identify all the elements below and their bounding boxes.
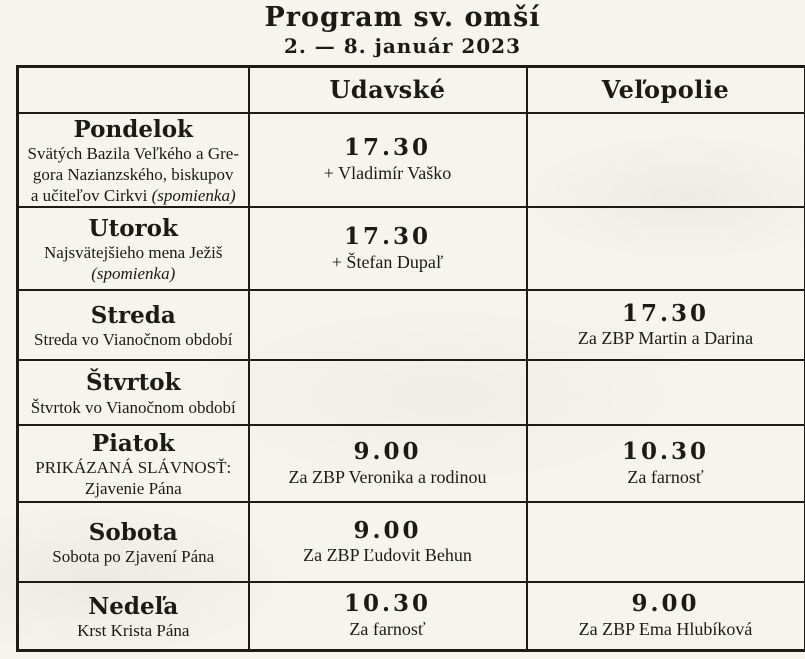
day-cell-nedela (18, 582, 249, 650)
day-name: Pondelok (73, 115, 193, 143)
day-cell-sobota (18, 502, 249, 582)
mass-schedule-table (16, 65, 805, 652)
mass-intention: Za ZBP Martin a Darina (577, 328, 754, 349)
day-name: Štvrtok (85, 369, 181, 397)
mass-time: 9.00 (353, 438, 422, 466)
table-row-piatok (18, 425, 805, 502)
day-name: Piatok (91, 429, 175, 457)
header-udavske: Udavské (249, 67, 527, 113)
day-name: Nedeľa (88, 592, 179, 620)
table-row-streda (18, 290, 805, 360)
desc-note: (spomienka) (91, 264, 176, 284)
day-name: Streda (90, 301, 176, 329)
table-header-row (18, 67, 805, 113)
mass-time: 10.30 (343, 590, 432, 618)
desc-line: a učiteľov Cirkvi (30, 186, 148, 206)
desc-line: Sobota po Zjavení Pána (52, 547, 215, 567)
day-name: Utorok (88, 214, 178, 242)
mass-cell-velopolie (527, 207, 805, 290)
table-row-utorok (18, 207, 805, 290)
desc-line: Krst Krista Pána (77, 621, 190, 641)
mass-cell-udavske (249, 502, 527, 582)
day-description (19, 242, 248, 284)
day-description (19, 329, 248, 350)
day-description (19, 546, 248, 567)
mass-cell-udavske (249, 290, 527, 360)
mass-cell-velopolie (527, 290, 805, 360)
desc-line: gora Nazianzského, biskupov (32, 165, 234, 185)
day-description (19, 457, 248, 499)
mass-cell-udavske (249, 582, 527, 650)
day-cell-stvrtok (18, 360, 249, 425)
mass-cell-velopolie (527, 360, 805, 425)
table-row-stvrtok (18, 360, 805, 425)
mass-time: 17.30 (621, 299, 710, 327)
mass-cell-udavske (249, 113, 527, 208)
mass-intention: Za farnosť (627, 466, 704, 487)
mass-intention: + Vladimír Vaško (323, 162, 452, 183)
mass-cell-udavske (249, 425, 527, 502)
mass-intention: Za farnosť (349, 619, 426, 640)
mass-intention: Za ZBP Ema Hlubíková (578, 619, 753, 640)
day-cell-pondelok (18, 113, 249, 208)
mass-cell-udavske (249, 360, 527, 425)
mass-cell-velopolie (527, 582, 805, 650)
desc-line: Zjavenie Pána (84, 479, 182, 499)
mass-cell-velopolie (527, 425, 805, 502)
table-row-nedela (18, 582, 805, 650)
page-title: Program sv. omší (264, 2, 541, 33)
mass-intention: + Štefan Dupaľ (331, 251, 444, 272)
desc-line: Svätých Bazila Veľkého a Gre- (27, 143, 239, 163)
desc-line: Štvrtok vo Vianočnom období (30, 397, 236, 417)
mass-cell-velopolie (527, 502, 805, 582)
mass-time: 10.30 (621, 438, 710, 466)
desc-line: Streda vo Vianočnom období (34, 330, 233, 350)
mass-intention: Za ZBP Veronika a rodinou (288, 466, 487, 487)
mass-cell-velopolie (527, 113, 805, 208)
desc-note: (spomienka) (151, 186, 236, 206)
date-range: 2. — 8. január 2023 (283, 34, 522, 58)
desc-line: PRIKÁZANÁ SLÁVNOSŤ: (35, 458, 232, 478)
header-empty-cell (18, 67, 249, 113)
day-cell-piatok (18, 425, 249, 502)
day-description (19, 397, 248, 418)
mass-time: 17.30 (343, 134, 432, 162)
mass-intention: Za ZBP Ľudovit Behun (303, 545, 472, 566)
day-description (19, 143, 248, 206)
header-velopolie: Veľopolie (527, 67, 805, 113)
mass-cell-udavske (249, 207, 527, 290)
desc-line: Najsvätejšieho mena Ježiš (44, 243, 223, 263)
mass-time: 9.00 (631, 590, 700, 618)
table-row-sobota (18, 502, 805, 582)
mass-time: 17.30 (343, 223, 432, 251)
day-cell-streda (18, 290, 249, 360)
table-row-pondelok (18, 113, 805, 208)
mass-time: 9.00 (353, 516, 422, 544)
day-cell-utorok (18, 207, 249, 290)
day-name: Sobota (88, 518, 178, 546)
day-description (19, 620, 248, 641)
